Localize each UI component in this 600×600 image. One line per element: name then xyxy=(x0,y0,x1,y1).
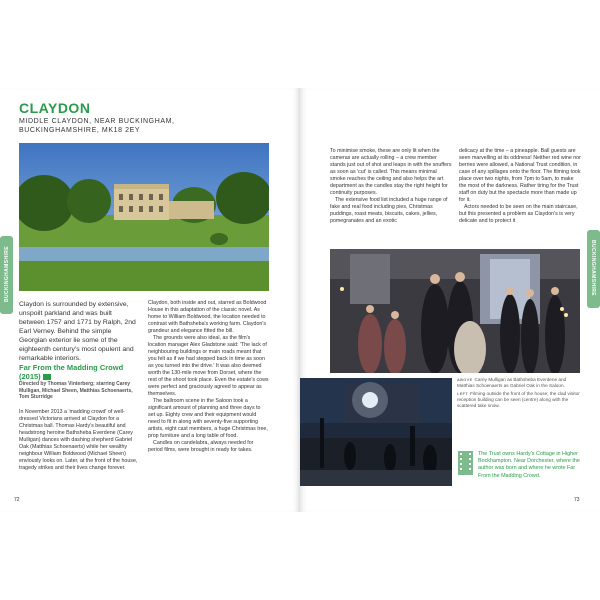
film-credits: Directed by Thomas Vinterberg; starring Carey Mulligan, Michael Sheen, Matthias Schoenaerts, Tom Sturridge xyxy=(19,381,133,401)
paragraph: Claydon, both inside and out, starred as Boldwood House in this adaptation of the classic novel. As home to William Boldwood, the location needed to contrast with Bathsheba's working farm. Claydon's grandeur and elegance fitted the bill. xyxy=(148,300,267,334)
claydon-house-photo xyxy=(19,143,269,291)
film-title-text: Far From the Madding Crowd (2015) xyxy=(19,363,124,381)
night-filming-photo xyxy=(300,378,452,486)
paragraph: In November 2013 a 'madding crowd' of well-dressed Victorians arrived at Claydon for a Christmas ball. Thomas Hardy's beautiful and headstrong heroine Bathsheba Everdene (Carey Mulligan) dances with dashing shepherd Gabriel Oak (Matthias Schoenaerts) while her wealthy neighbour William Boldwood (Michael Sheen) enviously looks on. Later, at the front of the house, tragedy strikes and their lives change forever. xyxy=(19,409,138,471)
body-column-3 xyxy=(330,148,452,225)
county-tab-label: BUCKINGHAMSHIRE xyxy=(590,240,596,296)
body-column-2 xyxy=(148,300,269,454)
film-title xyxy=(19,363,144,381)
page-title: CLAYDON xyxy=(19,100,91,116)
county-tab-label: BUCKINGHAMSHIRE xyxy=(4,246,10,302)
address-line-1: MIDDLE CLAYDON, NEAR BUCKINGHAM, xyxy=(19,118,175,125)
paragraph: The extensive food list included a huge range of fake and real food including pies, Christmas puddings, roast meats, biscuits, cakes, jellies, pomegranates and an exotic xyxy=(330,197,448,224)
paragraph: delicacy at the time – a pineapple. Ball guests are seen marvelling at its oddness! Neither red wine nor berries were allowed, a National Trust condition, in case of any spillages onto the floor. The filming took place over two nights, from 7pm to 5am, to make the most of the darkness. Rather tiring for the Trust staff on duty but the spectacle more than made up for it. xyxy=(459,148,581,203)
county-tab-right xyxy=(587,230,600,308)
page-number-right: 73 xyxy=(574,497,580,503)
caption-label: LEFT xyxy=(457,392,469,396)
caption-left xyxy=(457,391,582,409)
address xyxy=(19,117,249,135)
intro-text: Claydon is surrounded by extensive, unspoilt parkland and was built between 1757 and 1771 by Ralph, 2nd Earl Verney. Behind the simple Georgian exterior lie some of the eighteenth century's most opulent and remarkable interiors. xyxy=(19,301,136,362)
caption-text: Carey Mulligan as Bathsheba Everdene and Matthias Schoenaerts as Gabriel Oak in the Saloon. xyxy=(457,377,567,388)
caption-text: Filming outside the front of the house; the clad visitor reception building can be seen (centre) along with the scattered take snow. xyxy=(457,391,580,408)
ballroom-scene-photo xyxy=(330,249,580,373)
paragraph: Actors needed to be seen on the main staircase, but this presented a problem as Claydon's is very delicate and to protect it xyxy=(459,204,578,224)
paragraph: The ballroom scene in the Saloon took a significant amount of planning and three days to set up. Eighty crew and their equipment would need to fit in along with seventy-five supporting artists, eight cast members, a huge Christmas tree, prop furniture and a long table of food. xyxy=(148,398,268,439)
county-tab xyxy=(0,236,13,314)
page-number-left: 72 xyxy=(14,497,20,503)
caption-label: ABOVE xyxy=(457,378,473,382)
trust-note: The Trust owns Hardy's Cottage in Higher Bockhampton. Near Dorchester, where the author was born and where he wrote Far From the Madding Crowd. xyxy=(478,451,580,479)
address-line-2: BUCKINGHAMSHIRE, MK18 2EY xyxy=(19,127,141,134)
body-column-4 xyxy=(459,148,581,225)
paragraph: To minimise smoke, these are only lit when the cameras are actually rolling – a crew member stands just out of shot and leaps in with the snuffers as soon as 'cut' is called. This means minimal smoke reaches the ceiling and also helps the art department as the candles stay the right height for continuity purposes. xyxy=(330,148,452,196)
filmstrip-icon xyxy=(458,451,473,475)
film-icon xyxy=(43,374,51,380)
caption-above xyxy=(457,377,582,389)
paragraph: Candles on candelabra, always needed for period films, were brought in ready for takes. xyxy=(148,440,254,453)
body-column-1 xyxy=(19,409,142,472)
paragraph: The grounds were also ideal, as the film's location manager Alex Gladstone said: 'The lack of neighbouring buildings or main roads meant that you felt as if we had stepped back in time as soon as you turned into the drive.' It was also deemed worth the 130-mile move from Dorset, where the rest of the shoot took place. Even the estate's cows were perfect and graciously agreed to appear as themselves. xyxy=(148,335,269,397)
